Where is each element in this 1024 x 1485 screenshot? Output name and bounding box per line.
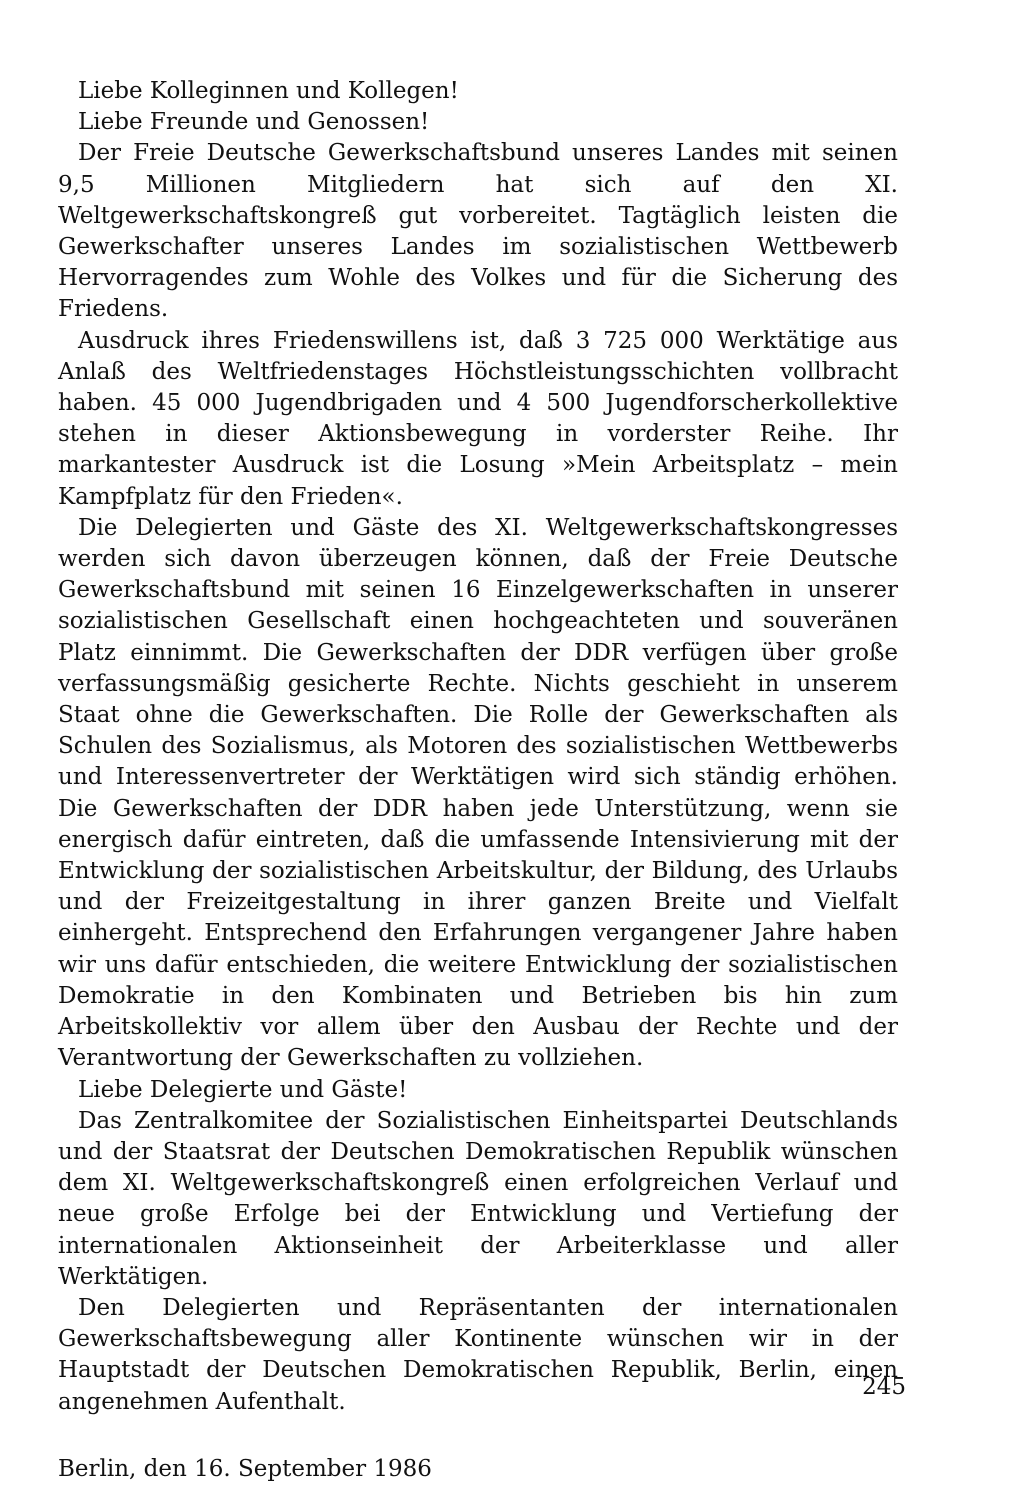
paragraph-fdgb: Der Freie Deutsche Gewerkschaftsbund unseres Landes mit seinen 9,5 Millionen Mitgliedern hat sich auf den XI. Weltgewerkschaftskongreß gut vorbereitet. Tagtäglich leisten die Gewerkschafter unseres Landes im sozialistischen Wettbewerb Hervorragendes zum Wohle des Volkes und für die Sicherung des Friedens. — [58, 140, 898, 323]
date-line: Berlin, den 16. September 1986 — [58, 1455, 432, 1482]
salutation-delegates: Liebe Delegierte und Gäste! — [78, 1076, 408, 1103]
paragraph-closing-wishes: Den Delegierten und Repräsentanten der internationalen Gewerkschaftsbewegung aller Kontinente wünschen wir in der Hauptstadt der Deutschen Demokratischen Republik, Berlin, einen angenehmen Aufenthalt. — [58, 1294, 898, 1415]
paragraph-delegates: Die Delegierten und Gäste des XI. Weltgewerkschaftskongresses werden sich davon überzeugen können, daß der Freie Deutsche Gewerkschaftsbund mit seinen 16 Einzelgewerkschaften in unserer sozialistischen Gesellschaft einen hochgeachteten und souveränen Platz einnimmt. Die Gewerkschaften der DDR verfügen über große verfassungsmäßig gesicherte Rechte. Nichts geschieht in unserem Staat ohne die Gewerkschaften. Die Rolle der Gewerkschaften als Schulen des Sozialismus, als Motoren des sozialistischen Wettbewerbs und Interessenvertreter der Werktätigen wird sich ständig erhöhen. Die Gewerkschaften der DDR haben jede Unterstützung, wenn sie energisch dafür eintreten, daß die umfassende Intensivierung mit der Entwicklung der sozialistischen Arbeitskultur, der Bildung, des Urlaubs und der Freizeitgestaltung in ihrer ganzen Breite und Vielfalt einhergeht. Entsprechend den Erfahrungen vergangener Jahre haben wir uns dafür entschieden, die weitere Entwicklung der sozialistischen Demokratie in den Kombinaten und Betrieben bis hin zum Arbeitskollektiv vor allem über den Ausbau der Rechte und der Verantwortung der Gewerkschaften zu vollziehen. — [58, 514, 898, 1072]
salutation-friends: Liebe Freunde und Genossen! — [78, 109, 430, 136]
paragraph-central-committee: Das Zentralkomitee der Sozialistischen Einheitspartei Deutschlands und der Staatsrat der Deutschen Demokratischen Republik wünschen dem XI. Weltgewerkschaftskongreß einen erfolgreichen Verlauf und neue große Erfolge bei der Entwicklung und Vertiefung der internationalen Aktionseinheit der Arbeiterklasse und aller Werktätigen. — [58, 1107, 898, 1290]
page-number: 245 — [862, 1374, 906, 1400]
paragraph-peace-will: Ausdruck ihres Friedenswillens ist, daß 3 725 000 Werktätige aus Anlaß des Weltfriedenstages Höchstleistungsschichten vollbracht haben. 45 000 Jugendbrigaden und 4 500 Jugendforscherkollektive stehen in dieser Aktionsbewegung in vorderster Reihe. Ihr markantester Ausdruck ist die Losung »Mein Arbeitsplatz – mein Kampfplatz für den Frieden«. — [58, 327, 898, 510]
document-page — [58, 76, 898, 1485]
salutation-colleagues: Liebe Kolleginnen und Kollegen! — [78, 78, 459, 104]
